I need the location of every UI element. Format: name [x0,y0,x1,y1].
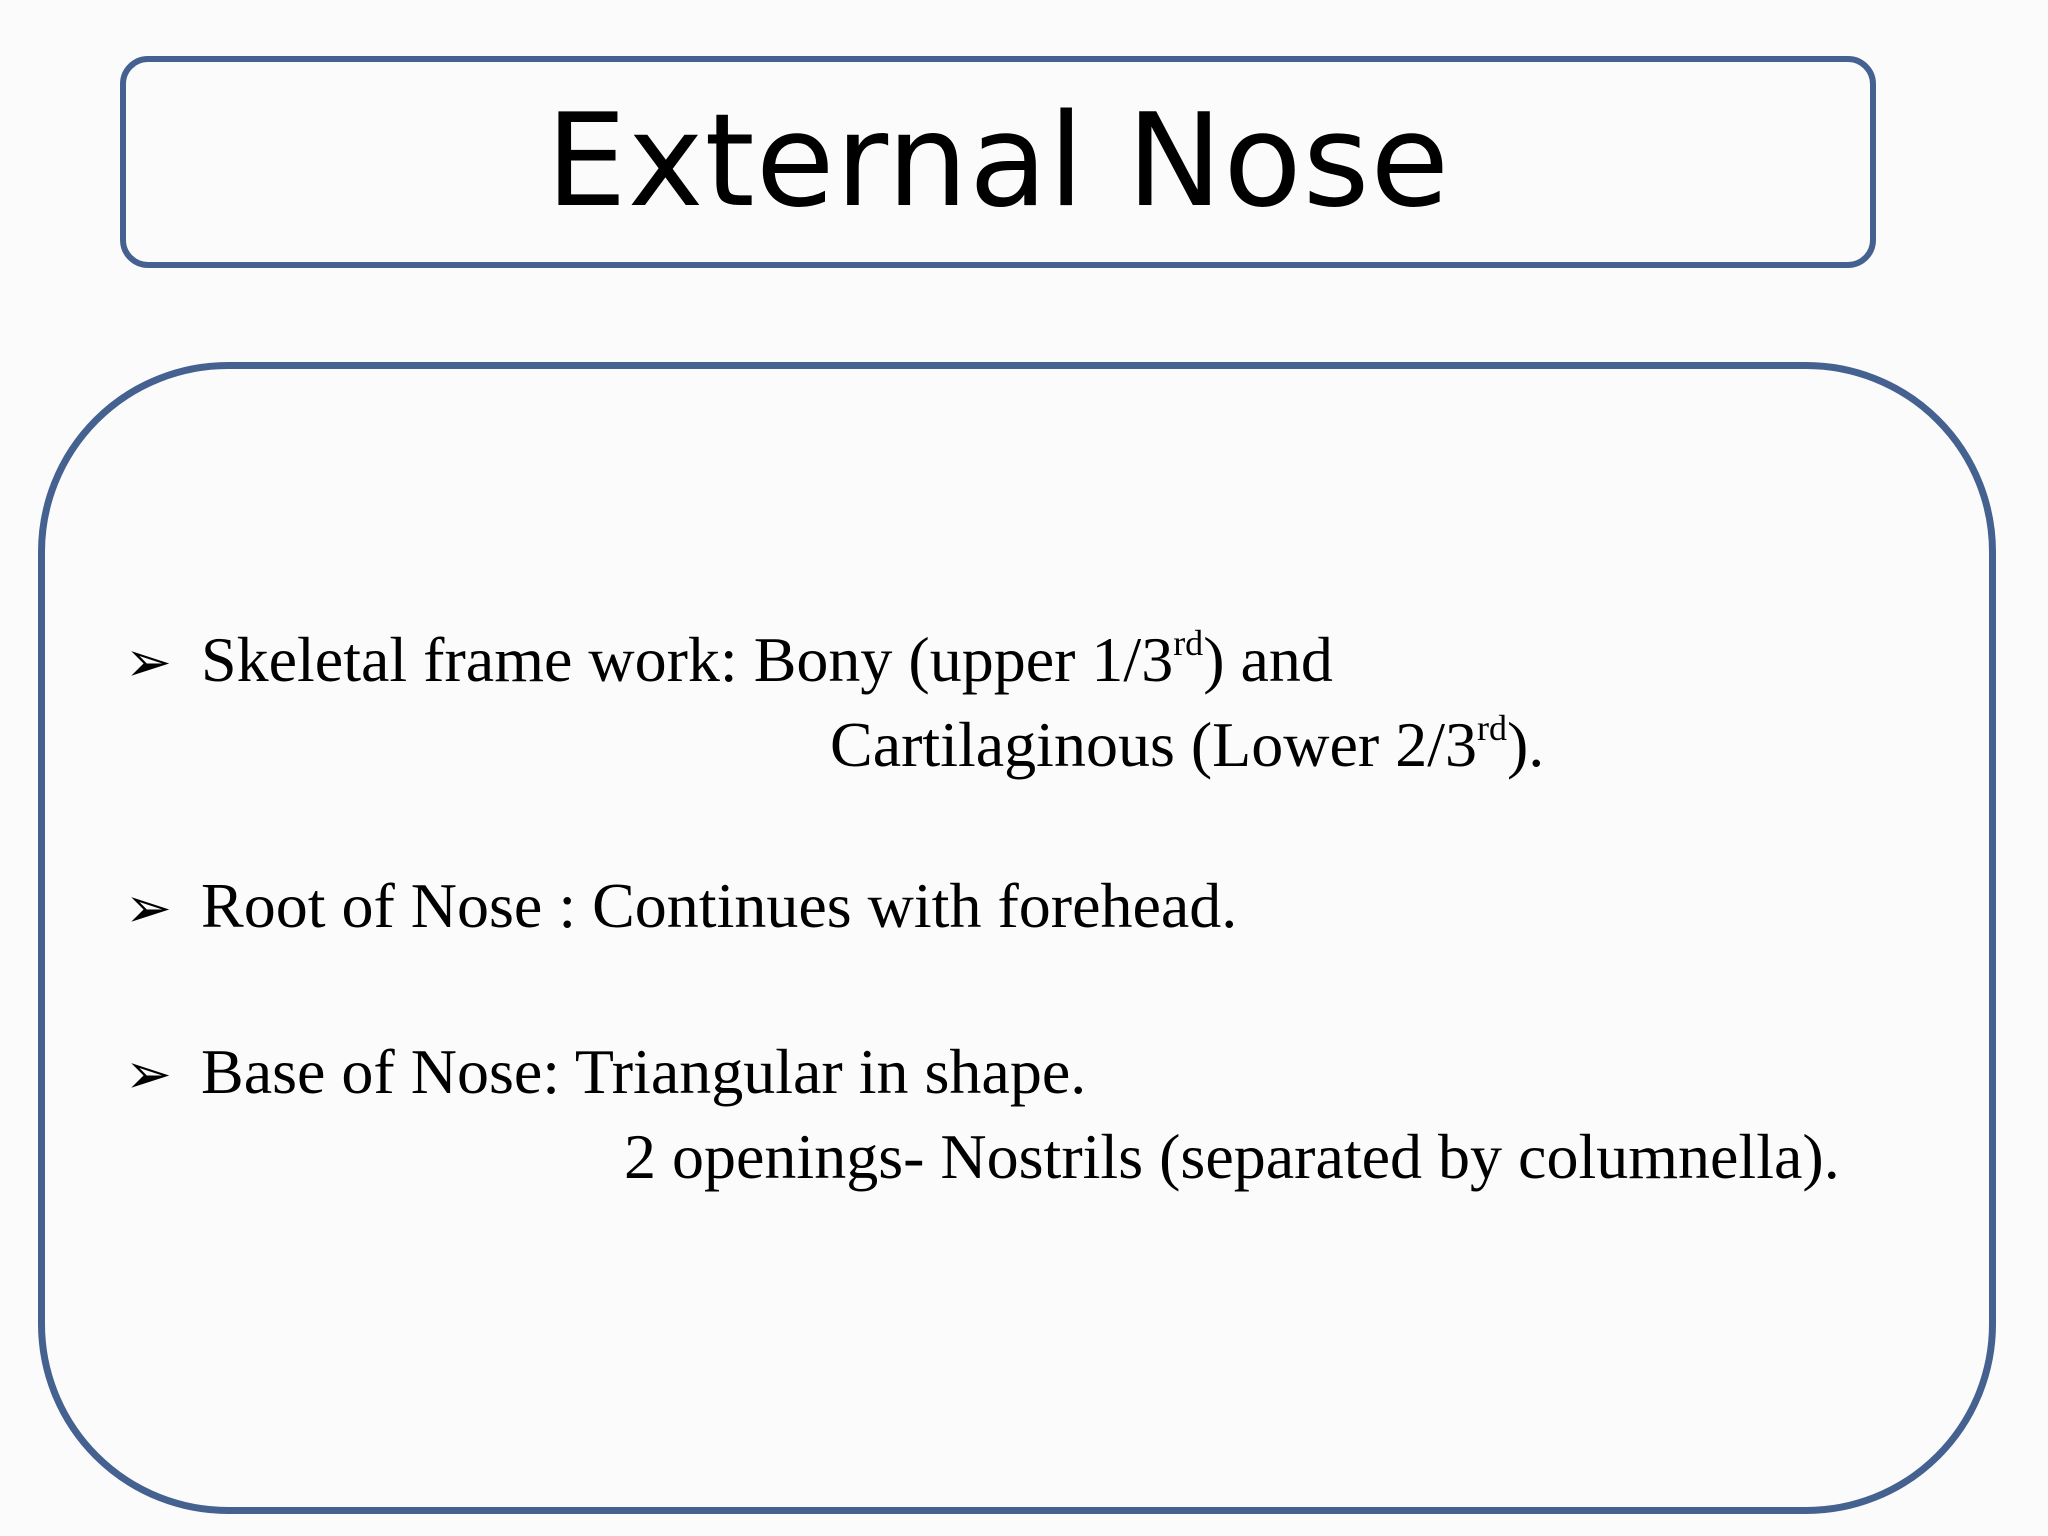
arrow-bullet-icon: ➢ [125,878,172,940]
bullet-base-of-nose [125,1031,1840,1198]
bullet-root-of-nose [125,865,1237,950]
slide-title: External Nose [545,87,1451,236]
bullet-line-2: 2 openings- Nostrils (separated by columnella). [624,1121,1840,1192]
bullet-line-1: Base of Nose: Triangular in shape. [201,1036,1087,1107]
bullet-line-1: Skeletal frame work: Bony (upper 1/3rd) and [201,623,1333,695]
title-box [120,56,1876,268]
bullet-line-2: Cartilaginous (Lower 2/3rd). [830,708,1545,780]
arrow-bullet-icon: ➢ [125,632,172,694]
content-box [38,362,1996,1514]
bullet-line-1: Root of Nose : Continues with forehead. [201,870,1238,941]
bullet-skeletal-framework [125,619,1544,786]
arrow-bullet-icon: ➢ [125,1044,172,1106]
